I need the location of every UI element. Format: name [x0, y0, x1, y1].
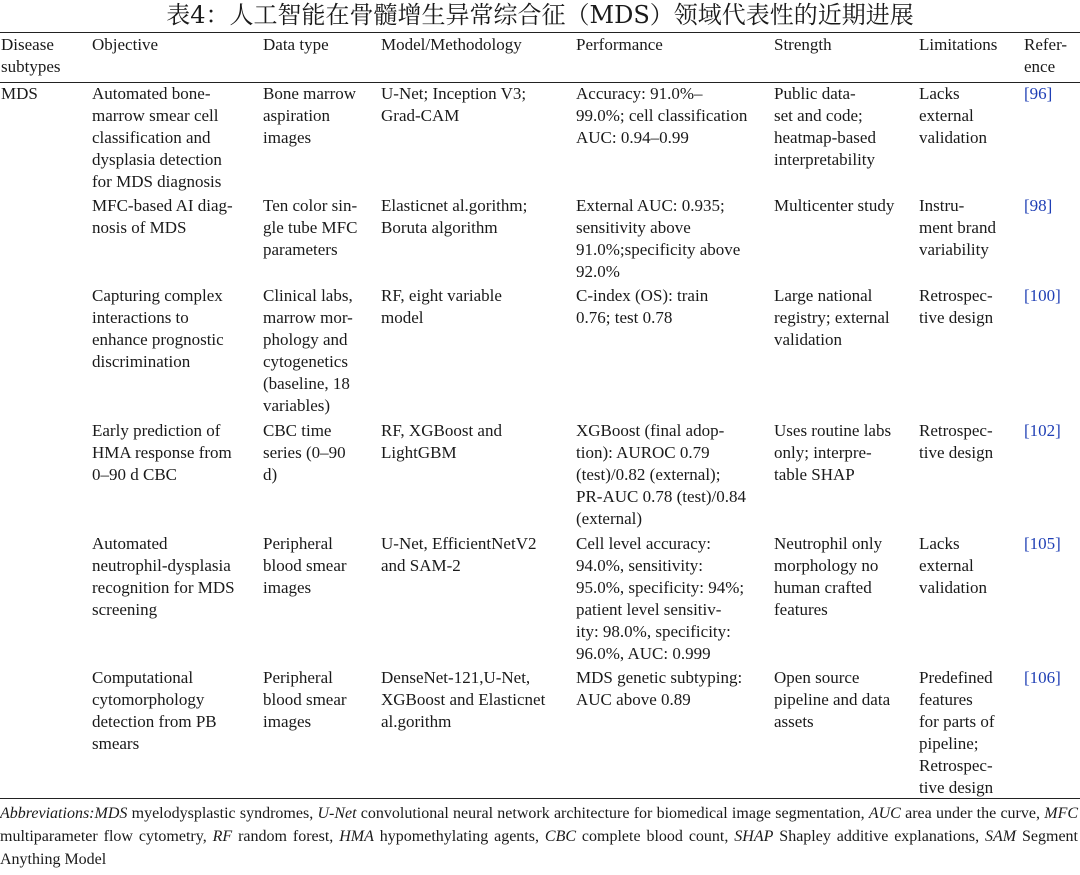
performance-cell — [576, 83, 747, 149]
cell-line: patient level sensitiv- — [576, 600, 722, 619]
cell-line: tion): AUROC 0.79 — [576, 443, 710, 462]
objective-cell — [92, 667, 217, 755]
cell-line: validation — [919, 578, 987, 597]
cell-line: Lacks — [919, 534, 960, 553]
cell-line: marrow mor- — [263, 308, 353, 327]
cell-line: for parts of — [919, 712, 995, 731]
cell-line: C-index (OS): train — [576, 286, 709, 305]
data-type-cell — [263, 83, 356, 149]
cell-line: series (0–90 — [263, 443, 346, 462]
limitations-cell — [919, 83, 987, 149]
cell-line: Elasticnet al.gorithm; — [381, 196, 528, 215]
cell-line: U-Net; Inception V3; — [381, 84, 527, 103]
cell-line: AUC: 0.94–0.99 — [576, 128, 689, 147]
cell-line: MFC-based AI diag- — [92, 196, 233, 215]
cell-line: Lacks — [919, 84, 960, 103]
cell-line: (external) — [576, 509, 643, 528]
cell-line: detection from PB — [92, 712, 217, 731]
cell-line: Instru- — [919, 196, 965, 215]
cell-line: phology and — [263, 330, 348, 349]
limitations-cell — [919, 667, 995, 799]
reference-link[interactable]: [102] — [1024, 421, 1061, 440]
abbreviation-definition: area under the curve, — [900, 805, 1045, 822]
abbreviation-definition: Shapley additive explanations, — [773, 828, 985, 845]
cell-line: 99.0%; cell classification — [576, 106, 748, 125]
cell-line: registry; external — [774, 308, 890, 327]
table-title: 表4：人工智能在骨髓增生异常综合征（MDS）领域代表性的近期进展 — [166, 1, 914, 29]
strength-cell — [774, 667, 890, 733]
header-limitations: Limitations — [919, 35, 998, 54]
cell-line: neutrophil-dysplasia — [92, 556, 231, 575]
abbreviation-definition: complete blood count, — [576, 828, 735, 845]
cell-line: variability — [919, 240, 989, 259]
cell-line: Ten color sin- — [263, 196, 358, 215]
cell-line: MDS genetic subtyping: — [576, 668, 743, 687]
abbreviation-definition: hypomethylating agents, — [373, 828, 545, 845]
cell-line: al.gorithm — [381, 712, 452, 731]
model-cell — [381, 285, 502, 329]
cell-line: sensitivity above — [576, 218, 691, 237]
cell-line: human crafted — [774, 578, 872, 597]
cell-line: Peripheral — [263, 534, 333, 553]
cell-line: and SAM-2 — [381, 556, 461, 575]
reference-link[interactable]: [98] — [1024, 196, 1053, 215]
cell-line: Cell level accuracy: — [576, 534, 711, 553]
cell-line: tive design — [919, 778, 994, 797]
data-type-cell — [263, 195, 357, 261]
cell-line: Accuracy: 91.0%– — [576, 84, 703, 103]
cell-line: CBC time — [263, 421, 332, 440]
header-model: Model/Methodology — [381, 35, 522, 54]
cell-line: tive design — [919, 443, 994, 462]
cell-line: blood smear — [263, 690, 347, 709]
cell-line: features — [774, 600, 828, 619]
cell-line: Uses routine labs — [774, 421, 892, 440]
objective-cell — [92, 83, 222, 193]
cell-line: parameters — [263, 240, 338, 259]
strength-cell — [774, 420, 891, 486]
abbreviation-term: Abbreviations:MDS — [0, 805, 128, 822]
cell-line: ment brand — [919, 218, 996, 237]
cell-line: Multicenter study — [774, 196, 895, 215]
cell-line: screening — [92, 600, 158, 619]
cell-line: table SHAP — [774, 465, 855, 484]
cell-line: images — [263, 578, 312, 597]
cell-line: PR-AUC 0.78 (test)/0.84 — [576, 487, 746, 506]
header-data-type: Data type — [263, 35, 329, 54]
cell-line: XGBoost (final adop- — [576, 421, 725, 440]
model-cell — [381, 420, 502, 464]
cell-line: for MDS diagnosis — [92, 172, 222, 191]
cell-line: Neutrophil only — [774, 534, 883, 553]
cell-line: tive design — [919, 308, 994, 327]
objective-cell — [92, 420, 232, 486]
cell-line: external — [919, 556, 974, 575]
abbreviation-term: MFC — [1044, 805, 1079, 822]
cell-line: RF, XGBoost and — [381, 421, 502, 440]
performance-cell — [576, 533, 744, 665]
data-type-cell — [263, 667, 347, 733]
disease-subtype-cell: MDS — [1, 84, 38, 103]
cell-line: Computational — [92, 668, 194, 687]
cell-line: marrow smear cell — [92, 106, 219, 125]
cell-line: Retrospec- — [919, 421, 993, 440]
cell-line: 95.0%, specificity: 94%; — [576, 578, 745, 597]
cell-line: 91.0%;specificity above — [576, 240, 741, 259]
cell-line: enhance prognostic — [92, 330, 224, 349]
abbreviation-term: RF — [212, 828, 233, 845]
abbreviation-definition: convolutional neural network architecture for biomedical image segmentation, — [356, 805, 869, 822]
cell-line: DenseNet-121,U-Net, — [381, 668, 531, 687]
abbreviation-term: AUC — [868, 805, 901, 822]
cell-line: (test)/0.82 (external); — [576, 465, 721, 484]
header-reference: Refer- ence — [1024, 35, 1068, 76]
cell-line: (baseline, 18 — [263, 374, 350, 393]
strength-cell — [774, 533, 882, 621]
cell-line: model — [381, 308, 424, 327]
cell-line: smears — [92, 734, 140, 753]
performance-cell — [576, 195, 740, 283]
cell-line: interactions to — [92, 308, 189, 327]
abbreviation-term: U-Net — [317, 805, 357, 822]
cell-line: set and code; — [774, 106, 863, 125]
cell-line: Automated — [92, 534, 168, 553]
cell-line: validation — [774, 330, 842, 349]
abbreviation-definition: multiparameter flow cytometry, — [0, 828, 213, 845]
data-type-cell — [263, 420, 346, 486]
cell-line: recognition for MDS — [92, 578, 235, 597]
cell-line: assets — [774, 712, 814, 731]
cell-line: Bone marrow — [263, 84, 357, 103]
limitations-cell — [919, 420, 993, 464]
cell-line: discrimination — [92, 352, 191, 371]
cell-line: external — [919, 106, 974, 125]
cell-line: aspiration — [263, 106, 331, 125]
header-performance: Performance — [576, 35, 663, 54]
cell-line: gle tube MFC — [263, 218, 358, 237]
cell-line: pipeline and data — [774, 690, 891, 709]
cell-line: images — [263, 128, 312, 147]
cell-line: cytomorphology — [92, 690, 205, 709]
model-cell — [381, 533, 536, 577]
cell-line: HMA response from — [92, 443, 232, 462]
cell-line: External AUC: 0.935; — [576, 196, 725, 215]
cell-line: 0–90 d CBC — [92, 465, 178, 484]
cell-line: Predefined — [919, 668, 993, 687]
model-cell — [381, 83, 526, 127]
cell-line: 92.0% — [576, 262, 620, 281]
reference-link[interactable]: [96] — [1024, 84, 1053, 103]
cell-line: features — [919, 690, 973, 709]
cell-line: Capturing complex — [92, 286, 223, 305]
cell-line: dysplasia detection — [92, 150, 222, 169]
bottom-rule — [0, 798, 1080, 799]
abbreviation-definition: Segment Anything Model — [0, 828, 1078, 868]
cell-line: ity: 98.0%, specificity: — [576, 622, 731, 641]
cell-line: variables) — [263, 396, 331, 415]
cell-line: Clinical labs, — [263, 286, 353, 305]
cell-line: heatmap-based — [774, 128, 876, 147]
strength-cell — [774, 285, 890, 351]
cell-line: nosis of MDS — [92, 218, 187, 237]
cell-line: cytogenetics — [263, 352, 348, 371]
cell-line: morphology no — [774, 556, 879, 575]
cell-line: Peripheral — [263, 668, 333, 687]
cell-line: 0.76; test 0.78 — [576, 308, 673, 327]
cell-line: LightGBM — [381, 443, 457, 462]
cell-line: Large national — [774, 286, 873, 305]
cell-line: Early prediction of — [92, 421, 221, 440]
cell-line: 96.0%, AUC: 0.999 — [576, 644, 711, 663]
reference-link[interactable]: [105] — [1024, 534, 1061, 553]
abbreviation-term: SAM — [984, 828, 1017, 845]
top-rule — [0, 32, 1080, 33]
cell-line: AUC above 0.89 — [576, 690, 691, 709]
cell-line: validation — [919, 128, 987, 147]
data-type-cell — [263, 285, 353, 417]
performance-cell — [576, 667, 742, 711]
cell-line: 94.0%, sensitivity: — [576, 556, 704, 575]
cell-line: pipeline; — [919, 734, 979, 753]
performance-cell — [576, 285, 708, 329]
objective-cell — [92, 195, 233, 239]
cell-line: Retrospec- — [919, 756, 993, 775]
limitations-cell — [919, 195, 996, 261]
cell-line: U-Net, EfficientNetV2 — [381, 534, 537, 553]
header-disease-subtypes: Disease subtypes — [1, 35, 61, 76]
cell-line: Retrospec- — [919, 286, 993, 305]
objective-cell — [92, 533, 235, 621]
cell-line: Public data- — [774, 84, 856, 103]
abbreviations-footnote — [0, 802, 1078, 871]
cell-line: XGBoost and Elasticnet — [381, 690, 546, 709]
model-cell — [381, 195, 527, 239]
cell-line: classification and — [92, 128, 211, 147]
cell-line: images — [263, 712, 312, 731]
strength-cell — [774, 195, 894, 217]
objective-cell — [92, 285, 224, 373]
abbreviation-term: SHAP — [734, 828, 774, 845]
cell-line: Grad-CAM — [381, 106, 460, 125]
strength-cell — [774, 83, 876, 171]
limitations-cell — [919, 285, 993, 329]
abbreviation-term: CBC — [544, 828, 577, 845]
abbreviation-term: HMA — [339, 828, 374, 845]
data-type-cell — [263, 533, 347, 599]
abbreviation-definition: random forest, — [232, 828, 340, 845]
cell-line: Boruta algorithm — [381, 218, 498, 237]
abbreviation-definition: myelodysplastic syndromes, — [127, 805, 318, 822]
cell-line: d) — [263, 465, 278, 484]
model-cell — [381, 667, 545, 733]
cell-line: Automated bone- — [92, 84, 211, 103]
performance-cell — [576, 420, 746, 530]
header-strength: Strength — [774, 35, 832, 54]
reference-link[interactable]: [100] — [1024, 286, 1061, 305]
cell-line: RF, eight variable — [381, 286, 502, 305]
cell-line: interpretability — [774, 150, 876, 169]
cell-line: Open source — [774, 668, 860, 687]
cell-line: only; interpre- — [774, 443, 872, 462]
header-objective: Objective — [92, 35, 159, 54]
cell-line: blood smear — [263, 556, 347, 575]
reference-link[interactable]: [106] — [1024, 668, 1061, 687]
limitations-cell — [919, 533, 987, 599]
